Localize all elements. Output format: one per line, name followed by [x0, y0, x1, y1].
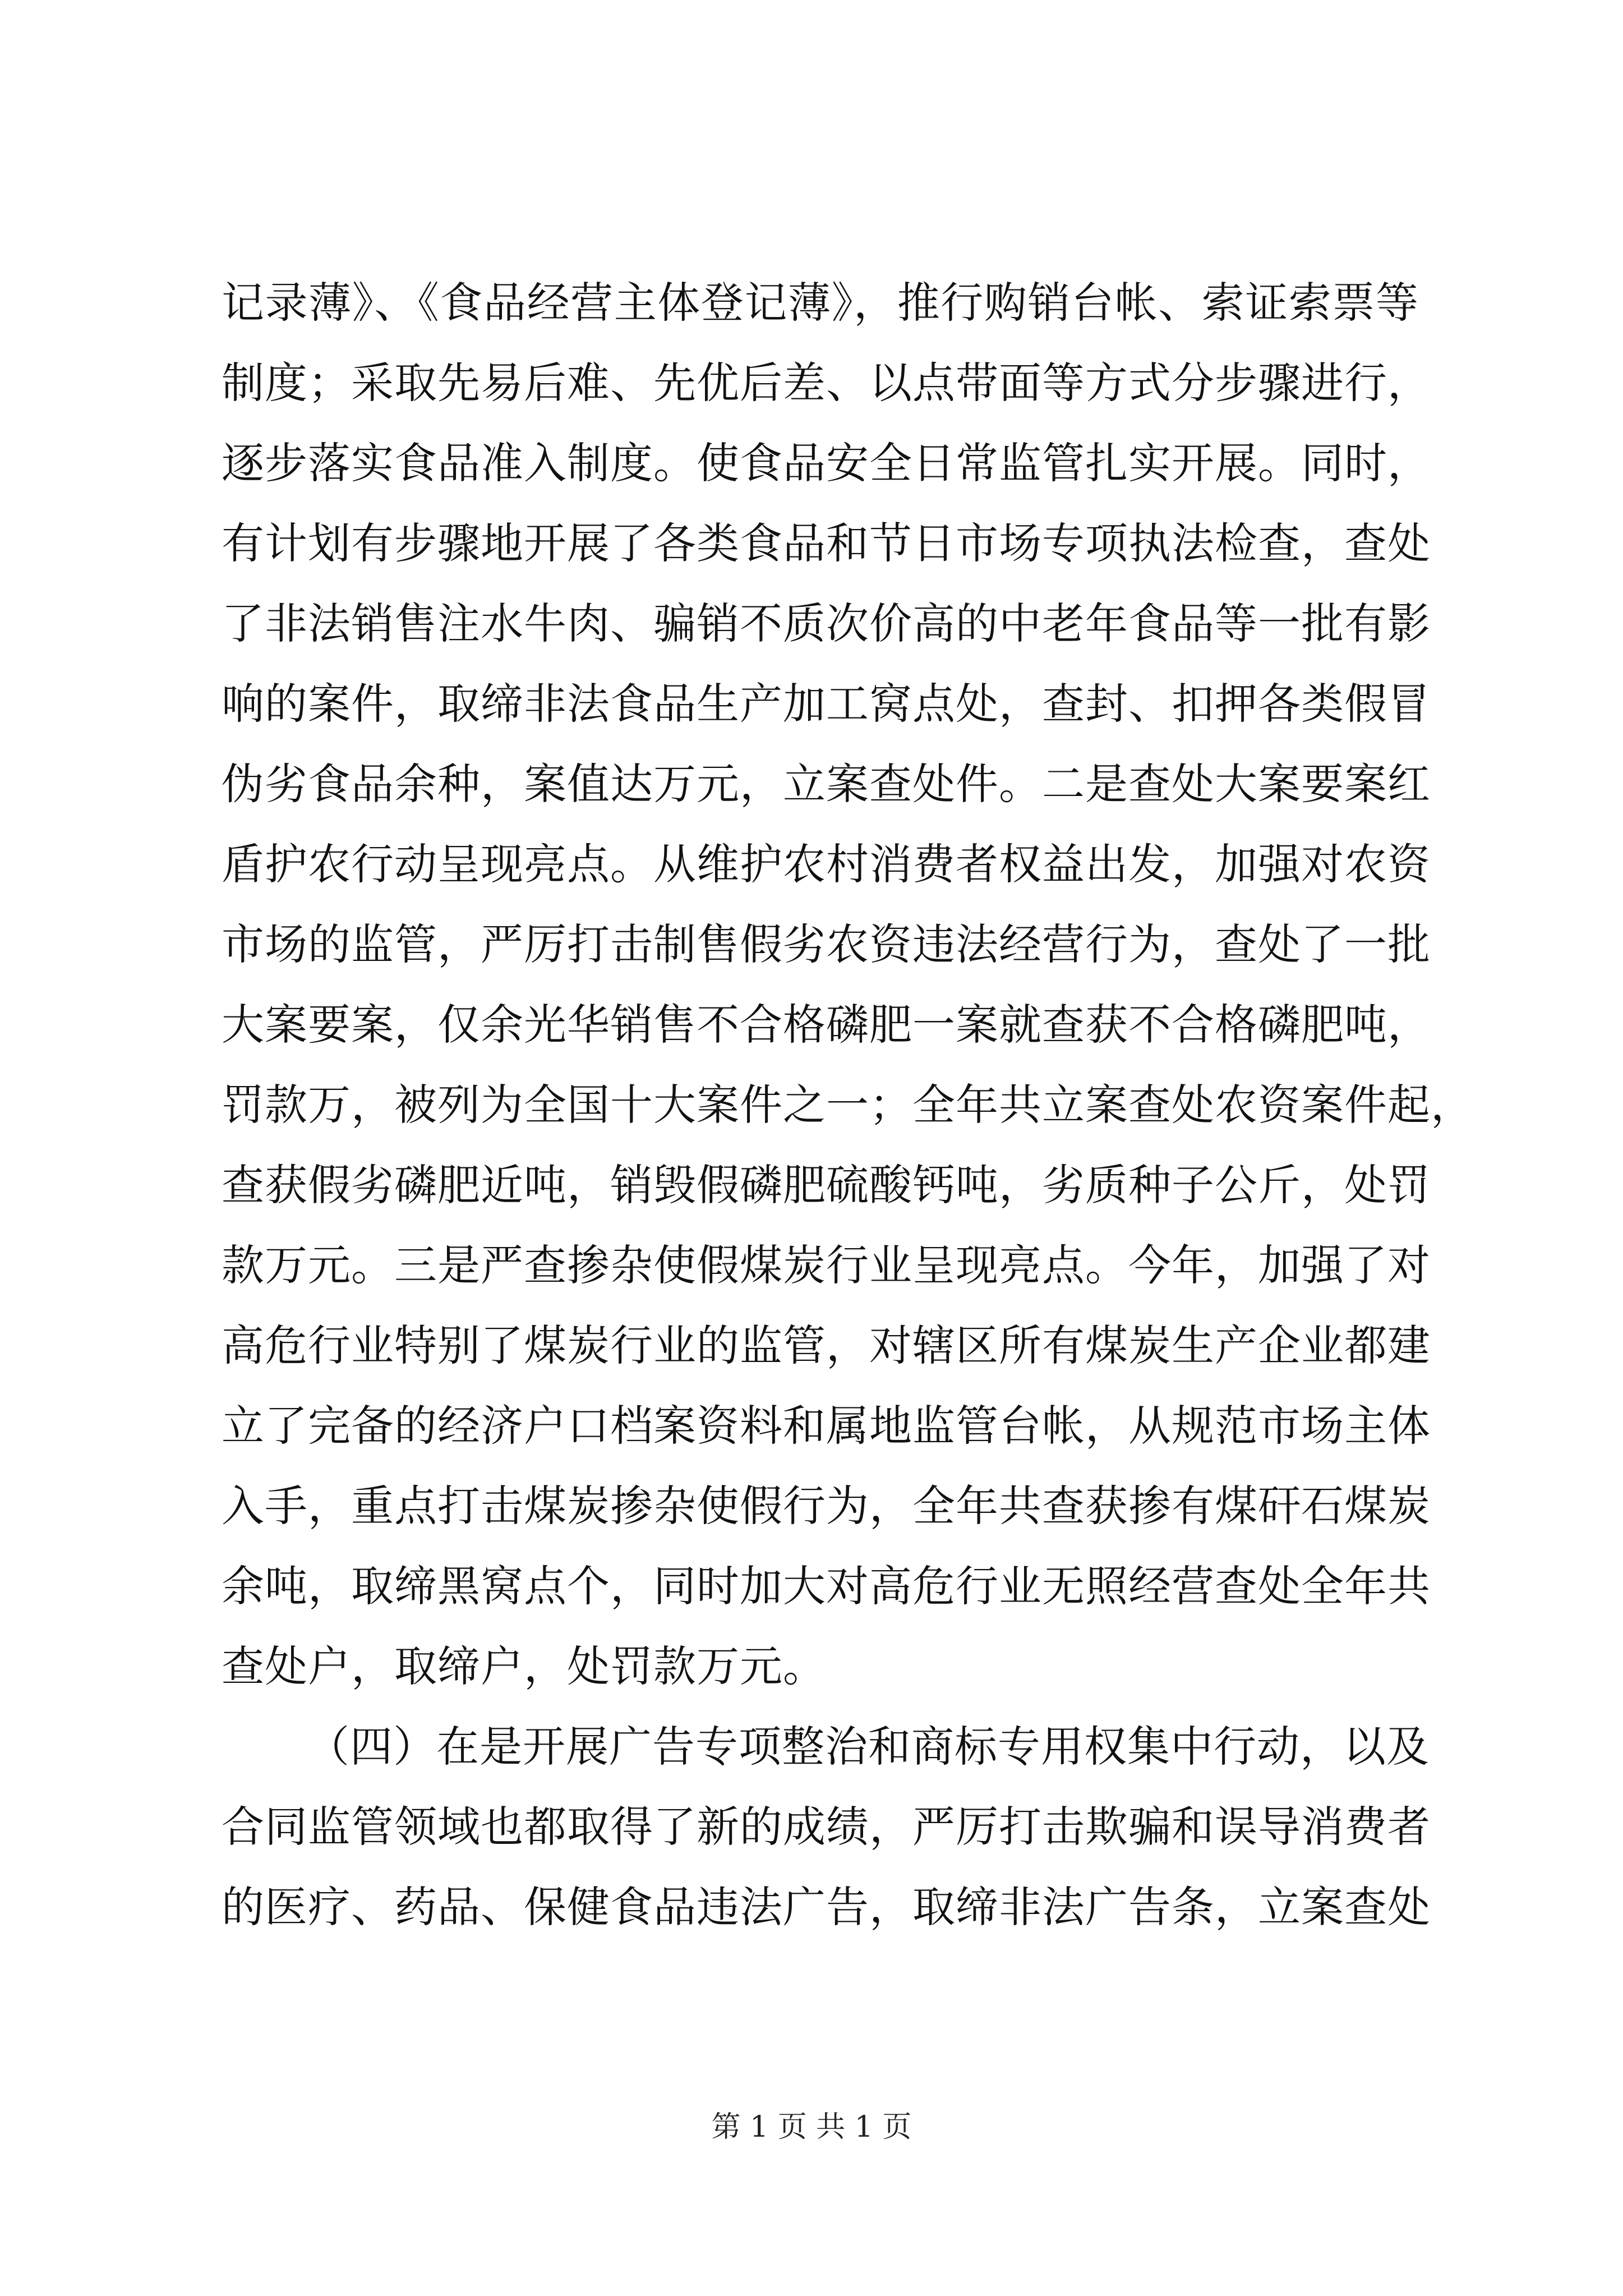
text-line: 响的案件，取缔非法食品生产加工窝点处，查封、扣押各类假冒 [222, 679, 1431, 729]
text-line: 入手，重点打击煤炭掺杂使假行为，全年共查获掺有煤矸石煤炭 [222, 1481, 1431, 1531]
text-line-paragraph-start: （四）在是开展广告专项整治和商标专用权集中行动，以及 [307, 1722, 1430, 1772]
text-line: 制度；采取先易后难、先优后差、以点带面等方式分步骤进行， [222, 358, 1431, 408]
text-line: 查获假劣磷肥近吨，销毁假磷肥硫酸钙吨，劣质种子公斤，处罚 [222, 1160, 1431, 1210]
text-line: 伪劣食品余种，案值达万元，立案查处件。二是查处大案要案红 [222, 759, 1431, 809]
text-line: 了非法销售注水牛肉、骗销不质次价高的中老年食品等一批有影 [222, 599, 1431, 648]
text-line: 余吨，取缔黑窝点个，同时加大对高危行业无照经营查处全年共 [222, 1561, 1431, 1611]
text-line: 市场的监管，严厉打击制售假劣农资违法经营行为，查处了一批 [222, 919, 1431, 969]
text-line: 款万元。三是严查掺杂使假煤炭行业呈现亮点。今年，加强了对 [222, 1240, 1431, 1290]
text-line: 罚款万，被列为全国十大案件之一；全年共立案查处农资案件起， [222, 1080, 1474, 1130]
text-line: 逐步落实食品准入制度。使食品安全日常监管扎实开展。同时， [222, 438, 1431, 488]
text-line: 盾护农行动呈现亮点。从维护农村消费者权益出发，加强对农资 [222, 839, 1431, 889]
text-line-paragraph-end: 查处户，取缔户，处罚款万元。 [222, 1641, 826, 1691]
document-body [222, 263, 1474, 1947]
text-line: 大案要案，仅余光华销售不合格磷肥一案就查获不合格磷肥吨， [222, 1000, 1431, 1050]
page-number-footer: 第 1 页 共 1 页 [711, 2110, 912, 2144]
text-line: 记录薄》、《食品经营主体登记薄》，推行购销台帐、索证索票等 [222, 278, 1419, 328]
text-line: 高危行业特别了煤炭行业的监管，对辖区所有煤炭生产企业都建 [222, 1320, 1431, 1370]
text-line: 的医疗、药品、保健食品违法广告，取缔非法广告条，立案查处 [222, 1882, 1431, 1932]
text-line: 合同监管领域也都取得了新的成绩，严厉打击欺骗和误导消费者 [222, 1802, 1431, 1852]
text-line: 立了完备的经济户口档案资料和属地监管台帐，从规范市场主体 [222, 1401, 1431, 1451]
text-line: 有计划有步骤地开展了各类食品和节日市场专项执法检查，查处 [222, 518, 1431, 568]
